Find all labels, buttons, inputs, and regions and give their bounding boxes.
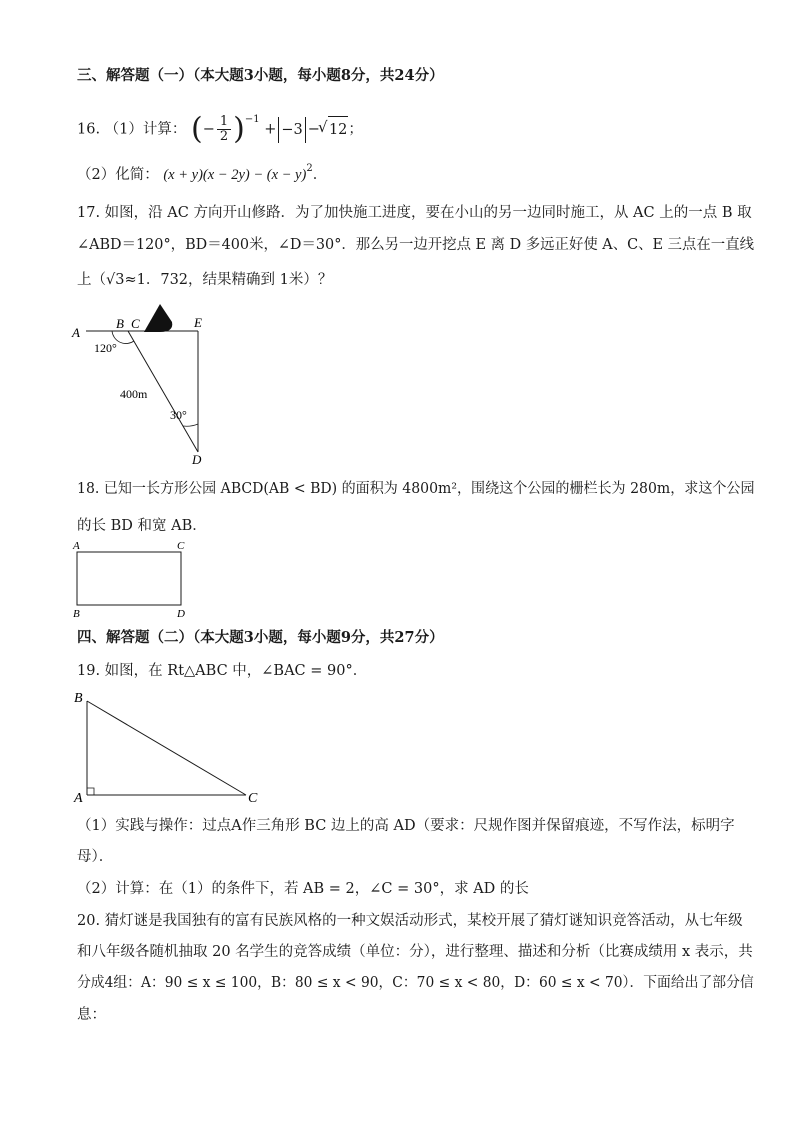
- tri-label-b: B: [74, 691, 83, 706]
- rectangle-abcd: [77, 552, 181, 605]
- q18-line1: 18. 已知一长方形公园 ABCD(AB < BD) 的面积为 4800m²，围绕这个公园的栅栏长为 280m，求这个公园: [77, 481, 755, 497]
- q16-expr2: (x + y)(x − 2y) − (x − y): [163, 167, 307, 183]
- q16-fraction: [217, 115, 231, 144]
- rect-label-c: C: [177, 540, 185, 552]
- label-c: C: [131, 316, 140, 331]
- angle-arc-d: [183, 424, 198, 426]
- q16-part2: [77, 165, 327, 187]
- section3-header: 三、解答题（一）（本大题3小题，每小题8分，共24分）: [77, 67, 444, 84]
- q16-number: 16.: [77, 121, 101, 138]
- side-bc: [87, 701, 246, 795]
- rect-label-b: B: [73, 608, 80, 620]
- rect-label-d: D: [177, 608, 185, 620]
- q18-line2: 的长 BD 和宽 AB．: [77, 518, 207, 534]
- q20-line4: 息：: [77, 1007, 106, 1023]
- q19-line1: 19. 如图，在 Rt△ABC 中，∠BAC = 90°．: [77, 663, 368, 679]
- q16-frac-den: 2: [219, 129, 229, 144]
- q16-abs-value: −3: [278, 117, 305, 143]
- right-angle-mark: [87, 788, 94, 795]
- q16-minus: −: [202, 121, 215, 138]
- right-paren: ): [233, 111, 245, 147]
- q19-part1b: 母）．: [77, 849, 114, 865]
- q19-part1a: （1）实践与操作：过点A作三角形 BC 边上的高 AD（要求：尺规作图并保留痕迹，不写作法，标明字: [77, 818, 735, 834]
- q16-plus: +: [264, 121, 277, 138]
- q16-sqrt: √ 12: [328, 116, 348, 143]
- q16-end1: ；: [348, 121, 363, 138]
- label-b: B: [116, 316, 124, 331]
- label-a: A: [72, 325, 80, 340]
- q19-figure: [70, 686, 270, 810]
- q17-line3: 上（√3≈1．732，结果精确到 1米）？: [77, 272, 333, 288]
- q20-line3: 分成4组：A：90 ≤ x ≤ 100，B：80 ≤ x < 90，C：70 ≤ x < 80，D：60 ≤ x < 70）．下面给出了部分信: [77, 975, 754, 991]
- label-d: D: [192, 452, 202, 467]
- q20-line2: 和八年级各随机抽取 20 名学生的竞答成绩（单位：分），进行整理、描述和分析（比赛成绩用 x 表示，共: [77, 944, 753, 960]
- q16-minus2: −: [307, 121, 320, 138]
- rect-label-a: A: [73, 540, 80, 552]
- tri-label-c: C: [248, 791, 258, 806]
- q17-figure: [68, 300, 228, 470]
- mountain-icon: [144, 304, 172, 332]
- q17-line1: 17. 如图，沿 AC 方向开山修路．为了加快施工进度，要在小山的另一边同时施工，从 AC 上的一点 B 取: [77, 205, 752, 221]
- left-paren: (: [191, 111, 203, 147]
- q16-part1-label: （1）计算：: [104, 121, 187, 138]
- q20-line1: 20. 猜灯谜是我国独有的富有民族风格的一种文娱活动形式，某校开展了猜灯谜知识竞答活动，从七年级: [77, 913, 743, 929]
- label-angle-30: 30°: [170, 408, 187, 422]
- q16-exp2: 2: [306, 163, 313, 174]
- q16-end2: ．: [312, 167, 328, 183]
- q19-part2: （2）计算：在（1）的条件下，若 AB = 2，∠C = 30°，求 AD 的长: [77, 881, 529, 897]
- q16-part1: [77, 111, 363, 147]
- q18-figure: [70, 536, 195, 622]
- label-400m: 400m: [120, 387, 148, 401]
- section4-header: 四、解答题（二）（本大题3小题，每小题9分，共27分）: [77, 629, 444, 646]
- q16-exponent: −1: [244, 113, 260, 125]
- label-e: E: [194, 315, 202, 330]
- q16-part2-label: （2）化简：: [77, 167, 159, 183]
- label-angle-120: 120°: [94, 341, 117, 355]
- q16-frac-num: 1: [217, 115, 231, 130]
- q17-line2: ∠ABD＝120°，BD＝400米，∠D＝30°．那么另一边开挖点 E 离 D 多远正好使 A、C、E 三点在一直线: [77, 237, 755, 253]
- tri-label-a: A: [74, 791, 83, 806]
